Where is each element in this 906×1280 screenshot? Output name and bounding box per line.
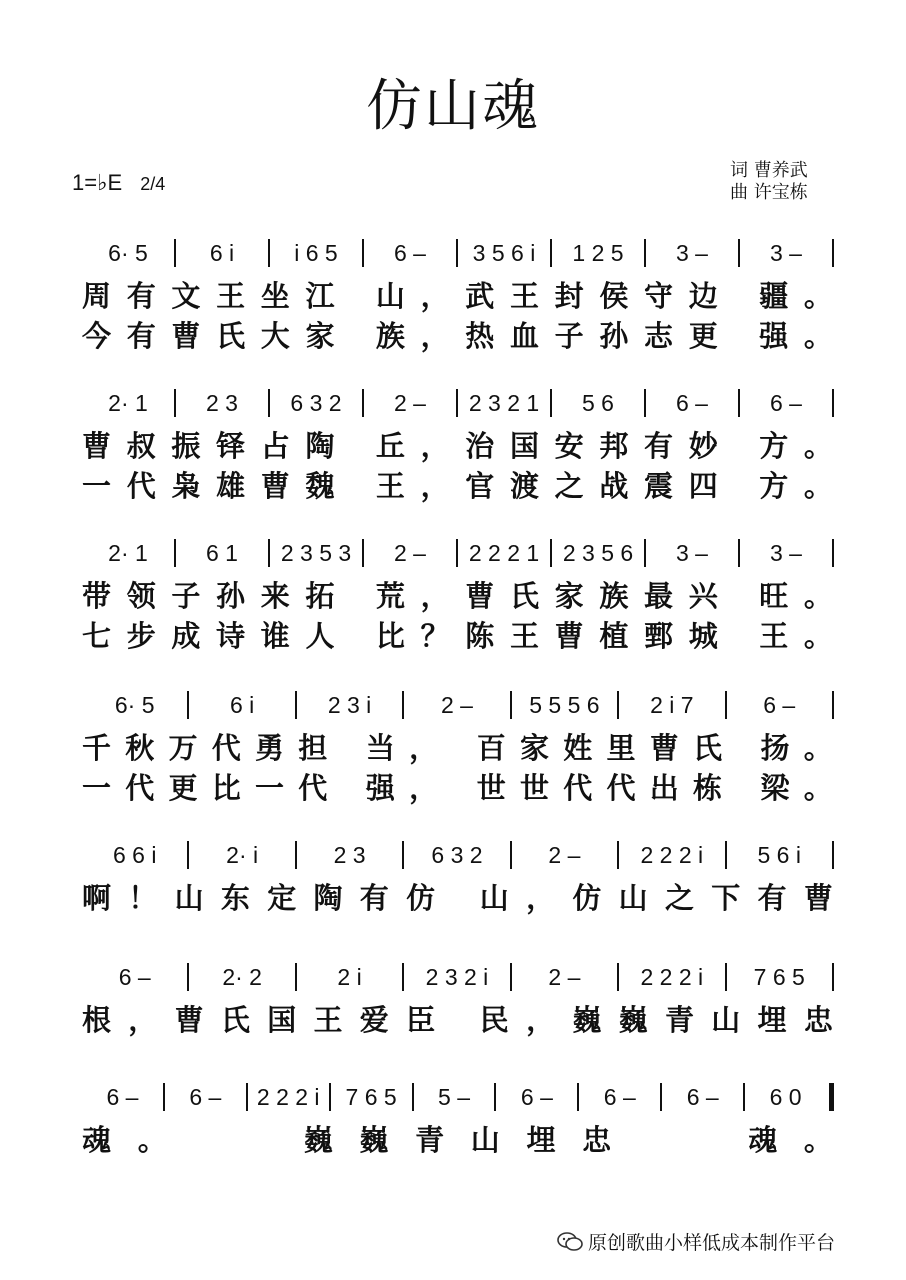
lyric-char: 下 bbox=[711, 880, 742, 915]
lyric-char: 巍 bbox=[359, 1122, 390, 1157]
lyric-char: 官 bbox=[465, 468, 496, 503]
lyric-char: 曹 bbox=[171, 318, 202, 353]
lyric-char: 扬 bbox=[760, 730, 791, 765]
lyric-char: 青 bbox=[415, 1122, 446, 1157]
lyric-char: 有 bbox=[644, 428, 675, 463]
lyric-char: 百 bbox=[476, 730, 507, 765]
lyric-char: 坐 bbox=[260, 278, 291, 313]
lyric-char: 铎 bbox=[216, 428, 247, 463]
lyric-char: 曹 bbox=[649, 730, 680, 765]
lyric-char: ， bbox=[420, 318, 451, 353]
lyric-char: 。 bbox=[803, 278, 834, 313]
lyric-char: 步 bbox=[126, 618, 157, 653]
lyric-char: 之 bbox=[664, 880, 695, 915]
notation-row bbox=[82, 236, 834, 270]
lyric-char: 仿 bbox=[572, 880, 603, 915]
lyric-char: 疆 bbox=[759, 278, 790, 313]
footer-watermark bbox=[556, 1228, 896, 1255]
measure: 2 3 5 3 bbox=[280, 539, 352, 566]
composer: 曲 许宝栋 bbox=[730, 182, 808, 203]
lyric-char: 埋 bbox=[526, 1122, 557, 1157]
lyric-char: 青 bbox=[664, 1002, 695, 1037]
lyric-char: 诗 bbox=[216, 618, 247, 653]
lyric-char: ， bbox=[526, 1002, 557, 1037]
score-system bbox=[0, 536, 906, 676]
lyric-char: 曹 bbox=[554, 618, 585, 653]
lyric-char: 七 bbox=[82, 618, 113, 653]
lyric-char bbox=[733, 427, 744, 461]
lyric-char bbox=[733, 467, 744, 501]
measure: 6· 5 bbox=[108, 239, 148, 266]
measure: 5 6 i bbox=[757, 841, 801, 868]
lyric-char: 东 bbox=[220, 880, 251, 915]
barline bbox=[832, 691, 834, 719]
measure: 6 – bbox=[394, 239, 426, 266]
lyric-char: ， bbox=[420, 468, 451, 503]
measure: 6 i bbox=[229, 691, 255, 718]
lyric-char: 四 bbox=[688, 468, 719, 503]
lyric-char: 震 bbox=[644, 468, 675, 503]
lyric-char: 热 bbox=[465, 318, 496, 353]
measure: 6 1 bbox=[206, 539, 238, 566]
lyric-char: 谁 bbox=[260, 618, 291, 653]
lyric-char: ， bbox=[128, 1002, 159, 1037]
lyric-char bbox=[342, 729, 353, 763]
lyric-char: 族 bbox=[375, 318, 406, 353]
lyricist: 词 曹养武 bbox=[730, 160, 808, 181]
lyric-char: 代 bbox=[211, 730, 242, 765]
lyric-char: 守 bbox=[644, 278, 675, 313]
lyric-char: 有 bbox=[359, 880, 390, 915]
measure: 2· 1 bbox=[108, 539, 148, 566]
measure: 2· 2 bbox=[222, 963, 262, 990]
lyric-char bbox=[638, 1121, 649, 1155]
notation-row bbox=[82, 1080, 834, 1114]
lyric-char: 家 bbox=[519, 730, 550, 765]
lyric-char: 巍 bbox=[572, 1002, 603, 1037]
lyric-char: 方 bbox=[759, 428, 790, 463]
lyric-char: 人 bbox=[305, 618, 336, 653]
lyric-char: 根 bbox=[82, 1002, 113, 1037]
score-system bbox=[0, 688, 906, 828]
lyric-char bbox=[733, 577, 744, 611]
lyric-char: 邦 bbox=[599, 428, 630, 463]
measure: 2 i bbox=[337, 963, 362, 990]
measure: 6 – bbox=[770, 389, 802, 416]
barline bbox=[832, 389, 834, 417]
lyric-char: 枭 bbox=[171, 468, 202, 503]
lyric-char: 国 bbox=[267, 1002, 298, 1037]
measure: 6 i bbox=[209, 239, 235, 266]
measure: 3 5 6 i bbox=[472, 239, 536, 266]
song-title: 仿山魂 bbox=[366, 74, 540, 139]
measure: 2 2 2 i bbox=[640, 963, 704, 990]
measure: 1 2 5 bbox=[572, 239, 624, 266]
lyric-char: 曹 bbox=[260, 468, 291, 503]
lyric-char: 封 bbox=[554, 278, 585, 313]
measure: 3 – bbox=[676, 539, 708, 566]
lyric-char: 植 bbox=[599, 618, 630, 653]
lyric-char: 江 bbox=[305, 278, 336, 313]
lyric-char: 领 bbox=[126, 578, 157, 613]
lyric-char: 勇 bbox=[255, 730, 286, 765]
lyric-char: 魏 bbox=[305, 468, 336, 503]
lyric-char: 代 bbox=[606, 770, 637, 805]
notation-row bbox=[82, 386, 834, 420]
lyric-char bbox=[230, 1121, 241, 1155]
lyric-char: ！ bbox=[128, 880, 159, 915]
lyric-char: 王 bbox=[759, 618, 790, 653]
measure: i 6 5 bbox=[294, 239, 338, 266]
barline bbox=[829, 1083, 834, 1111]
lyric-line bbox=[82, 466, 834, 502]
lyric-char: 旺 bbox=[759, 578, 790, 613]
lyric-line bbox=[82, 616, 834, 652]
lyric-char: 有 bbox=[126, 278, 157, 313]
lyric-char bbox=[452, 1001, 463, 1035]
lyric-char: 民 bbox=[479, 1002, 510, 1037]
measure: 5 6 bbox=[582, 389, 614, 416]
lyric-char: ， bbox=[420, 578, 451, 613]
lyric-line bbox=[82, 768, 834, 804]
lyric-char bbox=[267, 1121, 278, 1155]
lyric-char: 。 bbox=[803, 618, 834, 653]
lyric-char bbox=[452, 769, 463, 803]
lyric-char: ， bbox=[409, 770, 440, 805]
lyric-char: 忠 bbox=[582, 1122, 613, 1157]
lyric-char: 比 bbox=[211, 770, 242, 805]
lyric-char: 当 bbox=[365, 730, 396, 765]
lyric-char: 治 bbox=[465, 428, 496, 463]
measure: 6 – bbox=[686, 1083, 719, 1110]
lyric-char: 鄄 bbox=[644, 618, 675, 653]
lyric-char: 里 bbox=[606, 730, 637, 765]
time-signature: 2/4 bbox=[140, 174, 166, 194]
score-system bbox=[0, 838, 906, 978]
lyric-char: 方 bbox=[759, 468, 790, 503]
lyric-char: 担 bbox=[298, 730, 329, 765]
lyric-char: 。 bbox=[803, 730, 834, 765]
lyric-char: 文 bbox=[171, 278, 202, 313]
lyric-char: 国 bbox=[509, 428, 540, 463]
lyric-char: 啊 bbox=[82, 880, 113, 915]
score-system bbox=[0, 236, 906, 376]
lyric-char: 血 bbox=[509, 318, 540, 353]
measure: 2 3 2 1 bbox=[468, 389, 540, 416]
lyric-char: 武 bbox=[465, 278, 496, 313]
lyric-char: 山 bbox=[618, 880, 649, 915]
lyric-char: 有 bbox=[126, 318, 157, 353]
lyric-char bbox=[736, 769, 747, 803]
notation-row bbox=[82, 536, 834, 570]
barline bbox=[832, 239, 834, 267]
lyric-char: 。 bbox=[803, 468, 834, 503]
lyric-char: 山 bbox=[711, 1002, 742, 1037]
measure: 2 3 bbox=[206, 389, 238, 416]
lyric-char: ， bbox=[409, 730, 440, 765]
lyric-char bbox=[350, 317, 361, 351]
lyric-char: 氏 bbox=[509, 578, 540, 613]
lyric-line bbox=[82, 1120, 834, 1156]
lyric-char: 。 bbox=[803, 770, 834, 805]
lyric-char: 。 bbox=[803, 428, 834, 463]
measure: 2 3 2 i bbox=[425, 963, 489, 990]
lyric-char: ， bbox=[420, 428, 451, 463]
lyric-char: ？ bbox=[420, 618, 451, 653]
key-label: 1=♭E bbox=[72, 170, 123, 195]
lyric-char bbox=[452, 729, 463, 763]
lyric-char bbox=[733, 617, 744, 651]
measure: 3 – bbox=[676, 239, 708, 266]
measure: 3 – bbox=[770, 539, 802, 566]
footer-text: 原创歌曲小样低成本制作平台 bbox=[588, 1232, 836, 1254]
lyric-char bbox=[350, 427, 361, 461]
notation-row bbox=[82, 960, 834, 994]
lyric-char: 巍 bbox=[303, 1122, 334, 1157]
measure: 2 3 5 6 bbox=[562, 539, 634, 566]
lyric-char: 强 bbox=[759, 318, 790, 353]
lyric-char: 比 bbox=[375, 618, 406, 653]
lyric-char: 。 bbox=[803, 1122, 834, 1157]
lyric-char: 巍 bbox=[618, 1002, 649, 1037]
lyric-char: 曹 bbox=[465, 578, 496, 613]
measure: 2· i bbox=[226, 841, 259, 868]
lyric-char: 陶 bbox=[313, 880, 344, 915]
measure: 2 – bbox=[394, 389, 426, 416]
lyric-char: 世 bbox=[476, 770, 507, 805]
lyric-char: 代 bbox=[125, 770, 156, 805]
lyric-char: 山 bbox=[479, 880, 510, 915]
lyric-char: 有 bbox=[757, 880, 788, 915]
lyric-char: 一 bbox=[255, 770, 286, 805]
lyric-line bbox=[82, 576, 834, 612]
lyric-line bbox=[82, 316, 834, 352]
lyric-char: 代 bbox=[126, 468, 157, 503]
lyric-char bbox=[350, 467, 361, 501]
lyric-char: 定 bbox=[267, 880, 298, 915]
lyric-char: 王 bbox=[509, 618, 540, 653]
lyric-char: 代 bbox=[298, 770, 329, 805]
barline bbox=[832, 841, 834, 869]
wechat-icon bbox=[556, 1231, 584, 1253]
lyric-char bbox=[733, 317, 744, 351]
lyric-char: ， bbox=[420, 278, 451, 313]
lyric-char: 拓 bbox=[305, 578, 336, 613]
measure: 6 – bbox=[189, 1083, 222, 1110]
lyric-char: 边 bbox=[688, 278, 719, 313]
barline bbox=[832, 539, 834, 567]
lyric-char: 荒 bbox=[375, 578, 406, 613]
measure: 6 – bbox=[676, 389, 708, 416]
measure: 2 3 bbox=[333, 841, 366, 868]
lyric-char: 侯 bbox=[599, 278, 630, 313]
lyric-line bbox=[82, 878, 834, 914]
lyric-char: 子 bbox=[554, 318, 585, 353]
lyric-char: 山 bbox=[174, 880, 205, 915]
measure: 6 3 2 bbox=[290, 389, 342, 416]
lyric-char: 。 bbox=[803, 318, 834, 353]
measure: 2 3 i bbox=[327, 691, 372, 718]
lyric-char: 成 bbox=[171, 618, 202, 653]
lyric-char bbox=[452, 879, 463, 913]
lyric-char bbox=[711, 1121, 722, 1155]
barline bbox=[832, 963, 834, 991]
lyric-char: 魂 bbox=[82, 1122, 113, 1157]
measure: 2 – bbox=[394, 539, 426, 566]
lyric-char bbox=[342, 769, 353, 803]
lyric-char: 王 bbox=[509, 278, 540, 313]
lyric-char: 强 bbox=[365, 770, 396, 805]
notation-row bbox=[82, 688, 834, 722]
measure: 2 – bbox=[440, 691, 473, 718]
lyric-char: 雄 bbox=[216, 468, 247, 503]
key-signature bbox=[72, 170, 165, 196]
lyric-char: 曹 bbox=[174, 1002, 205, 1037]
lyric-char: 千 bbox=[82, 730, 113, 765]
measure: 5 – bbox=[438, 1083, 470, 1110]
lyric-char: 一 bbox=[82, 770, 113, 805]
lyric-char: 爱 bbox=[359, 1002, 390, 1037]
credits bbox=[730, 160, 808, 204]
lyric-char: 氏 bbox=[216, 318, 247, 353]
lyric-char: 。 bbox=[137, 1122, 168, 1157]
lyric-char: 战 bbox=[599, 468, 630, 503]
lyric-char: 占 bbox=[260, 428, 291, 463]
lyric-char: 振 bbox=[171, 428, 202, 463]
lyric-char: 妙 bbox=[688, 428, 719, 463]
lyric-char: 一 bbox=[82, 468, 113, 503]
measure: 6 – bbox=[118, 963, 151, 990]
lyric-char: 安 bbox=[554, 428, 585, 463]
lyric-char: 万 bbox=[168, 730, 199, 765]
measure: 6 – bbox=[106, 1083, 139, 1110]
lyric-line bbox=[82, 426, 834, 462]
lyric-char: 埋 bbox=[757, 1002, 788, 1037]
lyric-char bbox=[193, 1121, 204, 1155]
lyric-char: 陶 bbox=[305, 428, 336, 463]
lyric-line bbox=[82, 1000, 834, 1036]
measure: 6 6 i bbox=[112, 841, 157, 868]
lyric-char: 山 bbox=[470, 1122, 501, 1157]
lyric-char: 王 bbox=[313, 1002, 344, 1037]
lyric-char: 曹 bbox=[803, 880, 834, 915]
measure: 6· 5 bbox=[114, 691, 155, 718]
lyric-char: 陈 bbox=[465, 618, 496, 653]
lyric-char: 族 bbox=[599, 578, 630, 613]
lyric-char: 大 bbox=[260, 318, 291, 353]
lyric-char bbox=[733, 277, 744, 311]
lyric-char: 魂 bbox=[748, 1122, 779, 1157]
measure: 2 2 2 i bbox=[640, 841, 704, 868]
lyric-char bbox=[350, 577, 361, 611]
measure: 7 6 5 bbox=[753, 963, 805, 990]
measure: 6 0 bbox=[769, 1083, 802, 1110]
lyric-char: 出 bbox=[649, 770, 680, 805]
lyric-char bbox=[350, 617, 361, 651]
lyric-char: 氏 bbox=[692, 730, 723, 765]
lyric-char: 曹 bbox=[82, 428, 113, 463]
lyric-char: 家 bbox=[305, 318, 336, 353]
lyric-char: 代 bbox=[563, 770, 594, 805]
lyric-char: 子 bbox=[171, 578, 202, 613]
lyric-char: 栋 bbox=[692, 770, 723, 805]
measure: 2 – bbox=[548, 841, 581, 868]
lyric-char: 梁 bbox=[760, 770, 791, 805]
measure: 2 2 2 1 bbox=[468, 539, 540, 566]
measure: 3 – bbox=[770, 239, 802, 266]
lyric-char bbox=[675, 1121, 686, 1155]
measure: 2 2 2 i bbox=[256, 1083, 320, 1110]
lyric-char: 最 bbox=[644, 578, 675, 613]
measure: 2 i 7 bbox=[650, 691, 694, 718]
lyric-char: 氏 bbox=[220, 1002, 251, 1037]
lyric-char: 山 bbox=[375, 278, 406, 313]
measure: 6 – bbox=[763, 691, 796, 718]
measure: 2 – bbox=[548, 963, 581, 990]
lyric-char bbox=[350, 277, 361, 311]
lyric-char: 更 bbox=[688, 318, 719, 353]
lyric-char: 王 bbox=[216, 278, 247, 313]
lyric-char: 城 bbox=[688, 618, 719, 653]
lyric-char: 之 bbox=[554, 468, 585, 503]
lyric-char: 臣 bbox=[406, 1002, 437, 1037]
lyric-char: 姓 bbox=[563, 730, 594, 765]
lyric-line bbox=[82, 276, 834, 312]
lyric-char: 带 bbox=[82, 578, 113, 613]
lyric-char: 来 bbox=[260, 578, 291, 613]
lyric-char: 渡 bbox=[509, 468, 540, 503]
lyric-char: 家 bbox=[554, 578, 585, 613]
lyric-char: 王 bbox=[375, 468, 406, 503]
lyric-char: ， bbox=[526, 880, 557, 915]
notation-row bbox=[82, 838, 834, 872]
lyric-char: 孙 bbox=[599, 318, 630, 353]
lyric-char: 。 bbox=[803, 578, 834, 613]
measure: 6 – bbox=[520, 1083, 553, 1110]
lyric-char: 忠 bbox=[803, 1002, 834, 1037]
lyric-char bbox=[736, 729, 747, 763]
lyric-char: 志 bbox=[644, 318, 675, 353]
lyric-char: 丘 bbox=[375, 428, 406, 463]
lyric-char: 更 bbox=[168, 770, 199, 805]
score-system bbox=[0, 1080, 906, 1220]
measure: 5 5 5 6 bbox=[529, 691, 600, 718]
lyric-char: 秋 bbox=[125, 730, 156, 765]
lyric-char: 兴 bbox=[688, 578, 719, 613]
score-system bbox=[0, 960, 906, 1100]
lyric-char: 叔 bbox=[126, 428, 157, 463]
measure: 6 3 2 bbox=[431, 841, 483, 868]
lyric-line bbox=[82, 728, 834, 764]
lyric-char: 孙 bbox=[216, 578, 247, 613]
measure: 6 – bbox=[603, 1083, 636, 1110]
lyric-char: 今 bbox=[82, 318, 113, 353]
measure: 2· 1 bbox=[108, 389, 148, 416]
lyric-char: 周 bbox=[82, 278, 113, 313]
lyric-char: 世 bbox=[519, 770, 550, 805]
score-system bbox=[0, 386, 906, 526]
measure: 7 6 5 bbox=[345, 1083, 397, 1110]
lyric-char: 仿 bbox=[406, 880, 437, 915]
